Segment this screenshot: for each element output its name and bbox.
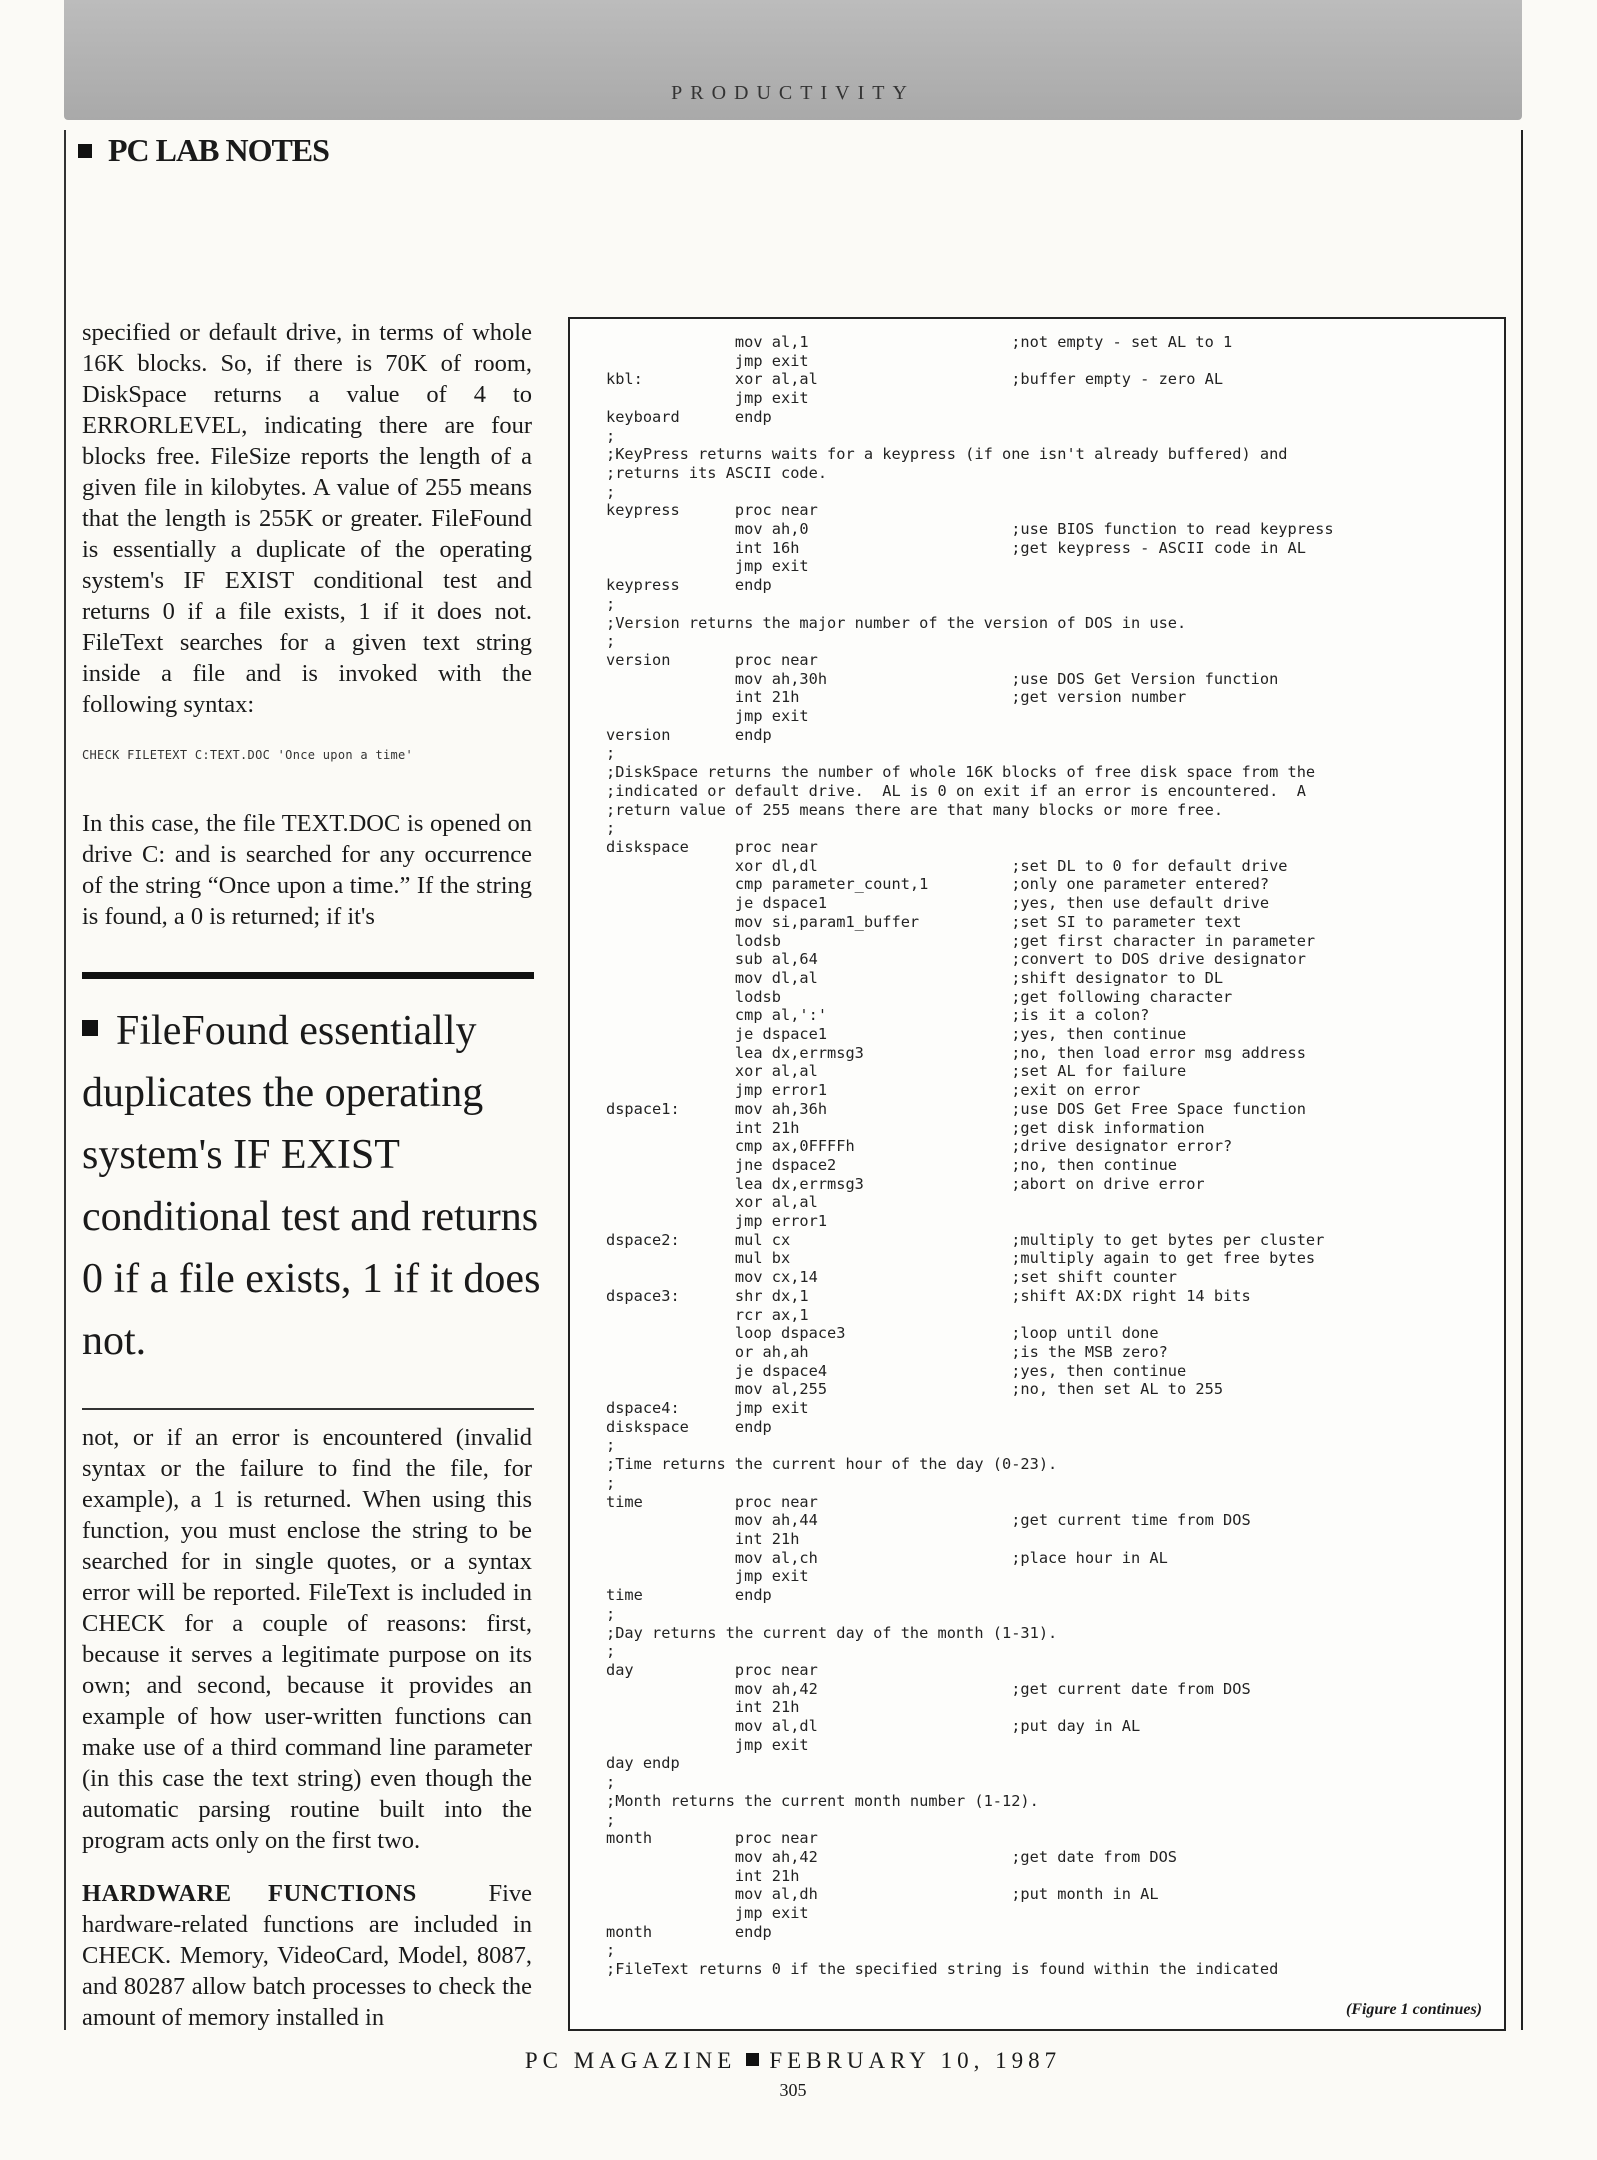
article-paragraph-3 — [82, 1422, 532, 1856]
pull-quote-bottom-rule — [82, 1408, 534, 1410]
column-title — [78, 132, 329, 169]
command-example: CHECK FILETEXT C:TEXT.DOC 'Once upon a time' — [82, 748, 414, 762]
paragraph-text: not, or if an error is encountered (invalid syntax or the failure to find the file, for example), a 1 is returned. When using this function, you must enclose the string to be searched for in single quotes, or a syntax error will be reported. FileText is included in CHECK for a couple of reasons: first, because it serves a legitimate purpose on its own; and second, because it provides an example of how user-written functions can make use of a third command line parameter (in this case the text string) even though the automatic parsing routine built into the program acts only on the first two. — [82, 1424, 532, 1854]
paragraph-text: Five hardware-related functions are included in CHECK. Memory, VideoCard, Model, 8087, and 80287 allow batch processes to check the amount of memory installed in — [82, 1880, 532, 2031]
article-paragraph-2 — [82, 808, 532, 932]
issue-date: FEBRUARY 10, 1987 — [769, 2048, 1062, 2073]
magazine-name: PC MAGAZINE — [524, 2048, 737, 2073]
article-paragraph-4 — [82, 1878, 532, 2033]
code-figure — [568, 317, 1506, 2031]
bullet-icon — [78, 144, 92, 158]
pull-quote — [82, 1000, 552, 1372]
page-number: 305 — [779, 2080, 807, 2100]
pull-quote-text: FileFound essentially duplicates the operating system's IF EXIST conditional test and returns 0 if a file exists, 1 if it does not. — [82, 1008, 541, 1364]
pull-quote-rule — [82, 972, 534, 979]
article-paragraph-1 — [82, 317, 532, 720]
paragraph-text: specified or default drive, in terms of whole 16K blocks. So, if there is 70K of room, DiskSpace returns a value of 4 to ERRORLEVEL, indicating there are four blocks free. FileSize reports the length of a given file in kilobytes. A value of 255 means that the length is 255K or greater. FileFound is essentially a duplicate of the operating system's IF EXIST conditional test and returns 0 if a file exists, 1 if it does not. FileText searches for a given text string inside a file and is invoked with the following syntax: — [82, 319, 532, 718]
code-listing: mov al,1 ;not empty - set AL to 1 jmp exit kbl: xor al,al ;buffer empty - zero AL jmp exit keyboard endp ; ;KeyPress returns waits for a keypress (if one isn't already buffered) and ;returns its ASCII code. ; keypress proc near mov ah,0 ;use BIOS function to read keypress int 16h ;get keypress - ASCII code in AL jmp exit keypress endp ; ;Version returns the major number of the version of DOS in use. ; version proc near mov ah,30h ;use DOS Get Version function int 21h ;get version number jmp exit version endp ; ;DiskSpace returns the number of whole 16K blocks of free disk space from the ;indicated or default drive. AL is 0 on exit if an error is encountered. A ;return value of 255 means there are that many blocks or more free. ; diskspace proc near xor dl,dl ;set DL to 0 for default drive cmp parameter_count,1 ;only one parameter entered? je dspace1 ;yes, then use default drive mov si,param1_buffer ;set SI to parameter text lodsb ;get first character in parameter sub al,64 ;convert to DOS drive designator mov dl,al ;shift designator to DL lodsb ;get following character cmp al,':' ;is it a colon? je dspace1 ;yes, then continue lea dx,errmsg3 ;no, then load error msg address xor al,al ;set AL for failure jmp error1 ;exit on error dspace1: mov ah,36h ;use DOS Get Free Space function int 21h ;get disk information cmp ax,0FFFFh ;drive designator error? jne dspace2 ;no, then continue lea dx,errmsg3 ;abort on drive error xor al,al jmp error1 dspace2: mul cx ;multiply to get bytes per cluster mul bx ;multiply again to get free bytes mov cx,14 ;set shift counter dspace3: shr dx,1 ;shift AX:DX right 14 bits rcr ax,1 loop dspace3 ;loop until done or ah,ah ;is the MSB zero? je dspace4 ;yes, then continue mov al,255 ;no, then set AL to 255 dspace4: jmp exit diskspace endp ; ;Time returns the current hour of the day (0-23). ; time proc near mov ah,44 ;get current time from DOS int 21h mov al,ch ;place hour in AL jmp exit time endp ; ;Day returns the current day of the month (1-31). ; day proc near mov ah,42 ;get current date from DOS int 21h mov al,dl ;put day in AL jmp exit day endp ; ;Month returns the current month number (1-12). ; month proc near mov ah,42 ;get date from DOS int 21h mov al,dh ;put month in AL jmp exit month endp ; ;FileText returns 0 if the specified string is found within the indicated — [606, 333, 1334, 1979]
section-runin-head: HARDWARE FUNCTIONS — [82, 1880, 417, 1907]
bullet-icon — [746, 2053, 759, 2066]
column-title-text: PC LAB NOTES — [108, 132, 329, 168]
right-rule — [1521, 130, 1523, 2030]
paragraph-text: In this case, the file TEXT.DOC is opened on drive C: and is searched for any occurrence of the string “Once upon a time.” If the string is found, a 0 is returned; if it's — [82, 810, 532, 930]
bullet-icon — [82, 1020, 98, 1036]
left-rule — [64, 130, 66, 2030]
figure-continues-label: (Figure 1 continues) — [1345, 2001, 1482, 2018]
section-label: PRODUCTIVITY — [671, 82, 915, 104]
page-footer — [64, 2048, 1522, 2074]
